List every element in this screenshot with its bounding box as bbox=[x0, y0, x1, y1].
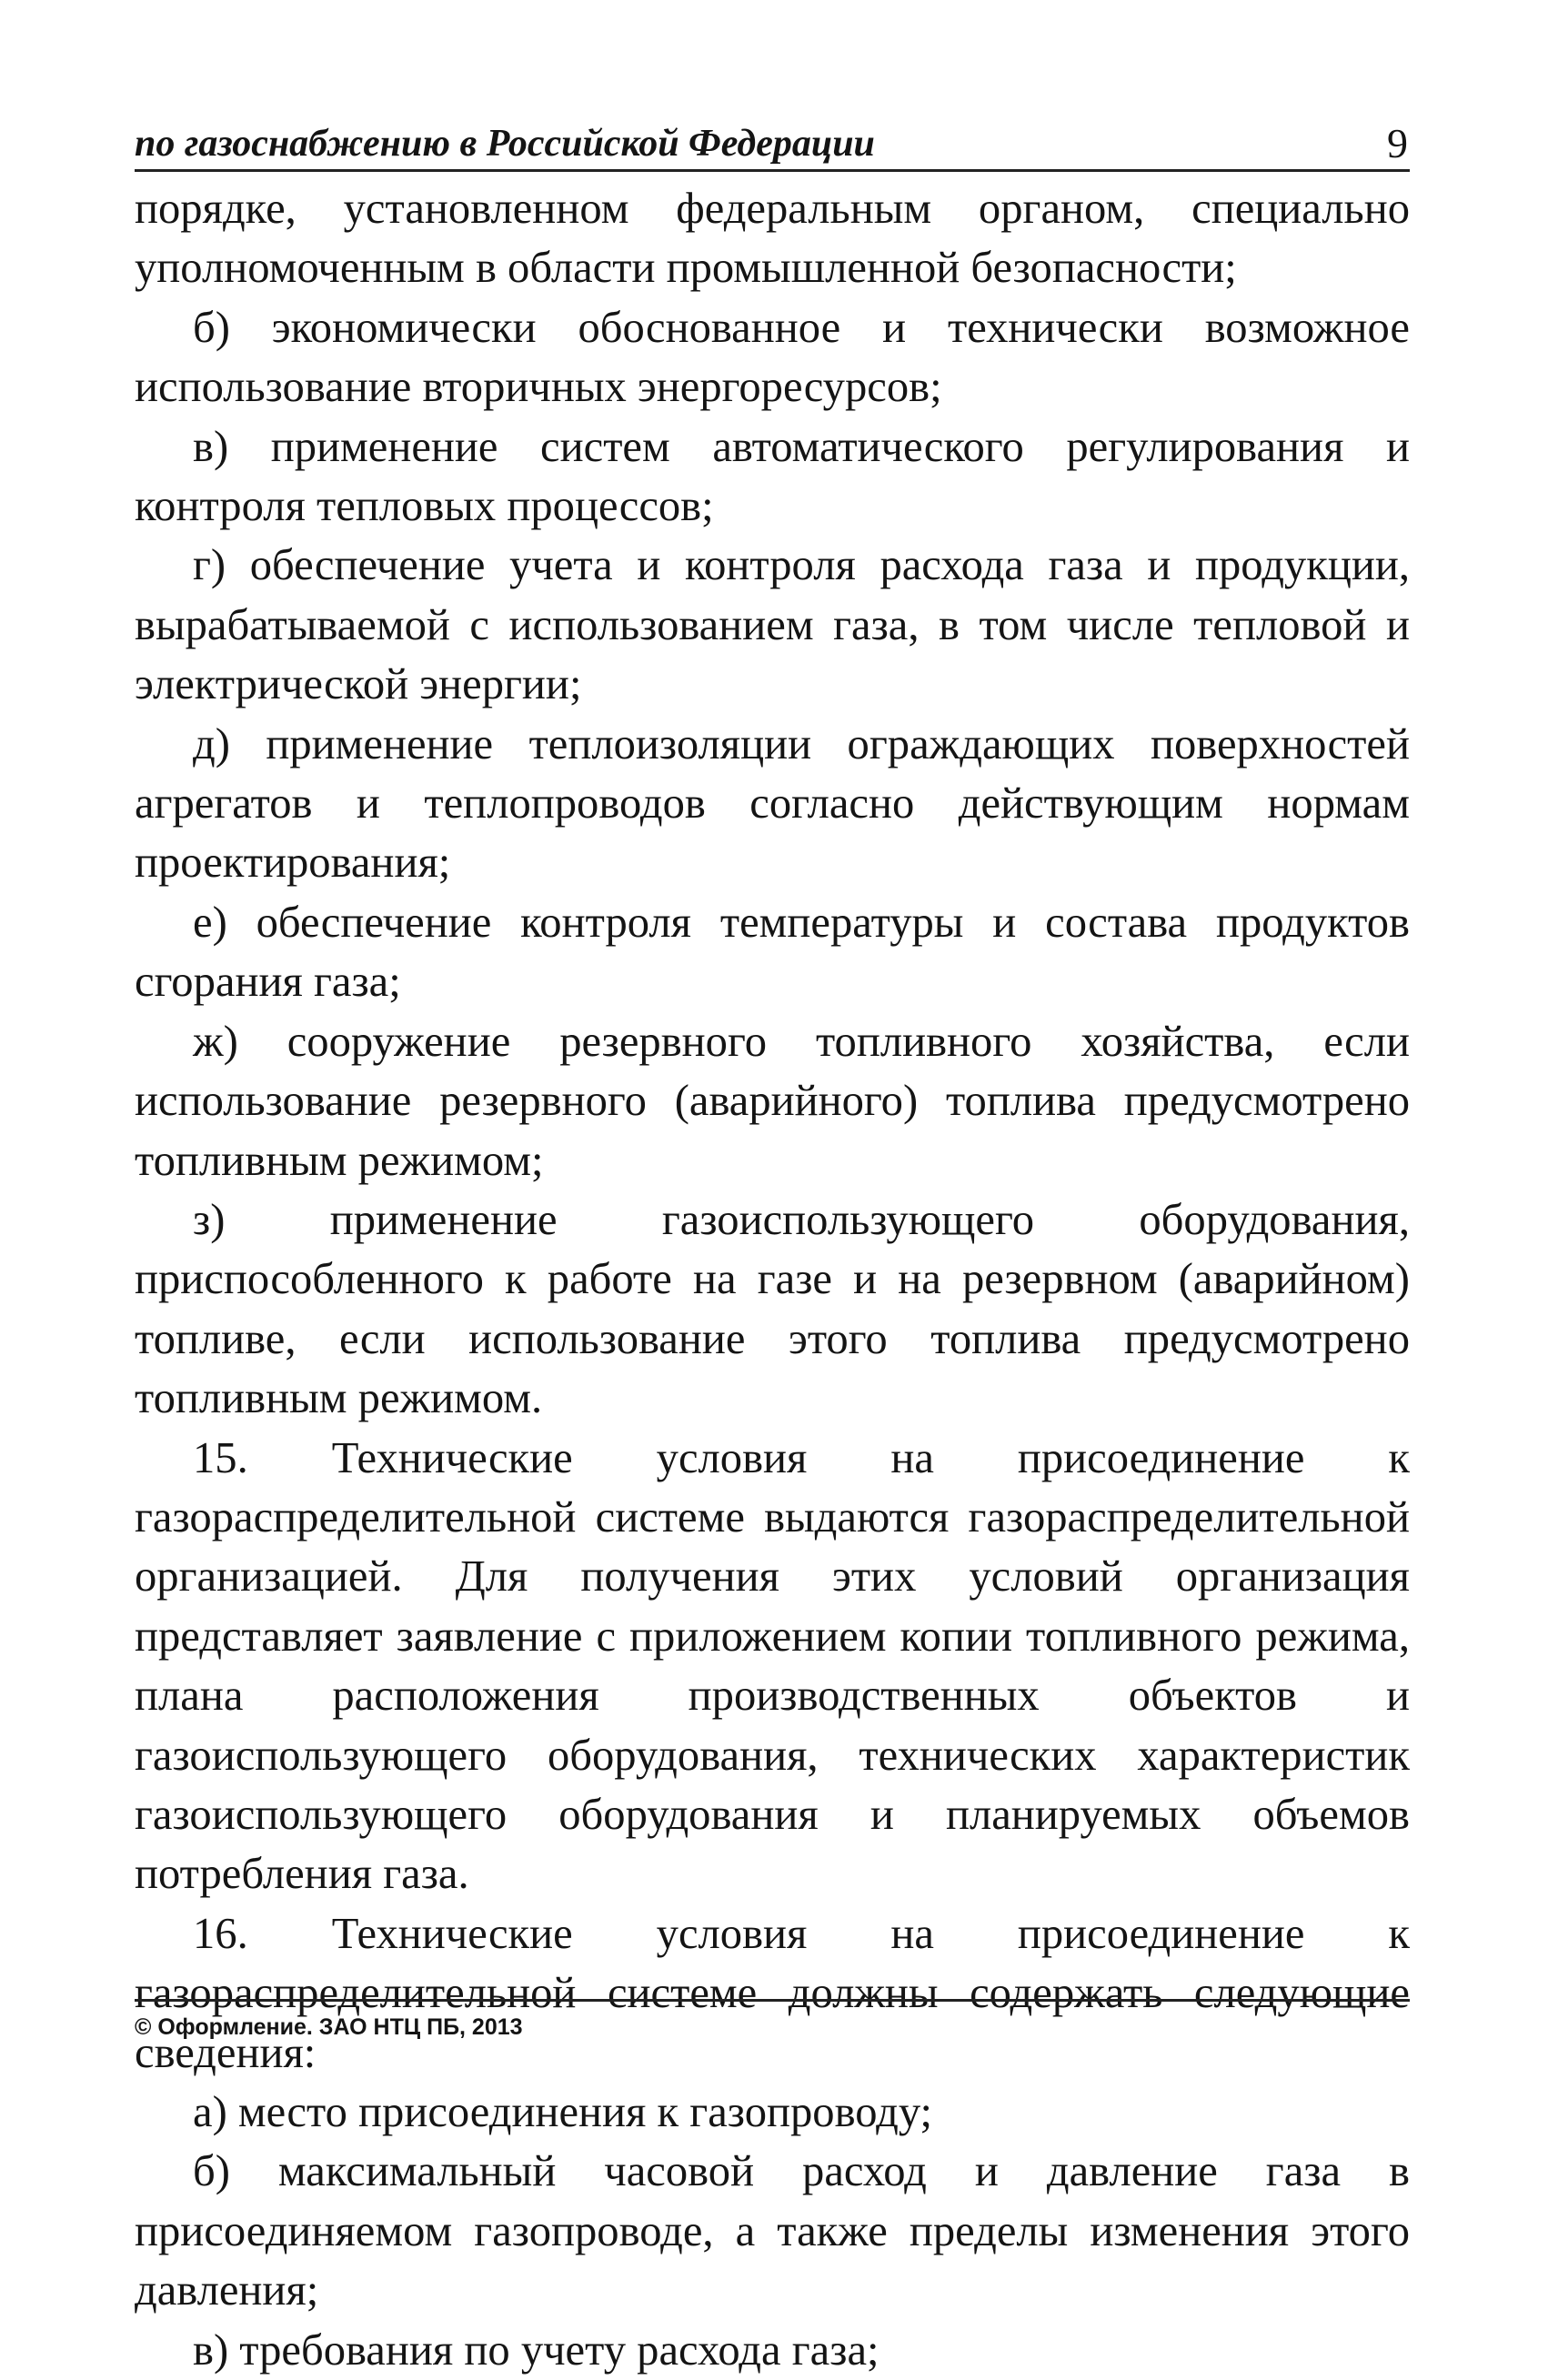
running-header bbox=[135, 115, 1410, 172]
paragraph-item-d: д) применение теплоизоляции ограждающих поверхностей агрегатов и теплопроводов согласно действующим нормам проектирования; bbox=[135, 718, 1410, 888]
paragraph-continuation: порядке, установленном федеральным органом, специально уполномоченным в области промышленной безопасности; bbox=[135, 184, 1410, 293]
paragraph-15: 15. Технические условия на присоединение к газораспределительной системе выдаются газораспределительной организацией. Для получения этих условий организация представляет заявление с приложением копии топливного режима, плана расположения производственных объектов и газоиспользующего оборудования, технических характеристик газоиспользующего оборудования и планируемых объемов потребления газа. bbox=[135, 1432, 1410, 1899]
paragraph-16-item-b: б) максимальный часовой расход и давление газа в присоединяемом газопроводе, а также пределы изменения этого давления; bbox=[135, 2146, 1410, 2315]
paragraph-16-item-a: а) место присоединения к газопроводу; bbox=[193, 2087, 932, 2136]
paragraph-item-b: б) экономически обоснованное и технически возможное использование вторичных энергоресурсов; bbox=[135, 302, 1410, 412]
paragraph-16: 16. Технические условия на присоединение к газораспределительной системе должны содержать следующие сведения: bbox=[135, 1908, 1410, 2077]
paragraph-item-zh: ж) сооружение резервного топливного хозяйства, если использование резервного (аварийного) топлива предусмотрено топливным режимом; bbox=[135, 1016, 1410, 1185]
paragraph-item-v: в) применение систем автоматического регулирования и контроля тепловых процессов; bbox=[135, 421, 1410, 531]
running-title: по газоснабжению в Российской Федерации bbox=[135, 123, 875, 165]
paragraph-item-e: е) обеспечение контроля температуры и состава продуктов сгорания газа; bbox=[135, 897, 1410, 1007]
paragraph-item-z: з) применение газоиспользующего оборудования, приспособленного к работе на газе и на резервном (аварийном) топливе, если использование этого топлива предусмотрено топливным режимом. bbox=[135, 1194, 1410, 1423]
page-number: 9 bbox=[1387, 120, 1408, 166]
page-footer bbox=[135, 1999, 1410, 2042]
body-text bbox=[135, 179, 1410, 2380]
copyright-notice: © Оформление. ЗАО НТЦ ПБ, 2013 bbox=[135, 2014, 523, 2040]
paragraph-item-g: г) обеспечение учета и контроля расхода газа и продукции, вырабатываемой с использованием газа, в том числе тепловой и электрической энергии; bbox=[135, 540, 1410, 709]
paragraph-16-item-v: в) требования по учету расхода газа; bbox=[193, 2325, 880, 2375]
